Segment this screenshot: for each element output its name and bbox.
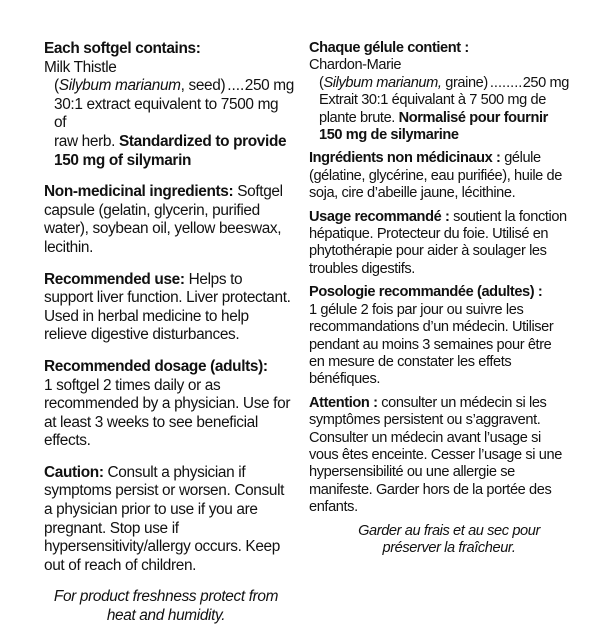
ingredient-amount: 250 mg	[244, 77, 294, 95]
storage-line1: For product freshness protect from	[53, 588, 279, 606]
extract-text-line1: 30:1 extract equivalent to 7500 mg of	[54, 95, 279, 132]
storage-line1-fr: Garder au frais et au sec pour	[358, 522, 540, 539]
standardized-text-line1: Standardized to provide	[118, 132, 287, 150]
extract-text-line2-fr: plante brute.	[319, 109, 395, 126]
ingredient-source: (Silybum marianum, seed)	[54, 77, 226, 95]
recommended-use-text: Helps to support liver function. Liver protectant. Used in herbal medicine to help relieve digestive disturbances.	[44, 270, 291, 344]
ingredient-amount-row	[54, 77, 294, 96]
nonmedicinal-text: Softgel capsule (gelatin, glycerin, purified water), soybean oil, yellow beeswax, lecithin.	[44, 183, 283, 256]
dosage-heading: Recommended dosage (adults):	[44, 357, 268, 375]
recommended-use-text-fr: soutient la fonction hépatique. Protecteur du foie. Utilisé en phytothérapie pour aider à soulager les troubles digestifs.	[309, 208, 567, 277]
storage-note-fr	[309, 523, 569, 558]
ingredient-amount-fr: 250 mg	[522, 74, 569, 91]
ingredient-name: Milk Thistle	[44, 58, 117, 76]
contents-heading: Each softgel contains:	[44, 40, 201, 57]
ingredient-amount-row-fr	[319, 75, 569, 92]
french-column	[309, 40, 569, 557]
dosage-text-fr: 1 gélule 2 fois par jour ou suivre les recommandations d’un médecin. Utiliser pendant au moins 3 semaines pour être en mesure de constater les effets bénéfiques.	[309, 301, 554, 388]
recommended-use-section-fr	[309, 209, 569, 279]
nonmedicinal-section	[44, 183, 294, 257]
dosage-section	[44, 358, 294, 451]
caution-section-fr	[309, 395, 569, 517]
latin-name-fr: Silybum marianum,	[323, 74, 442, 91]
ingredient-source-fr: (Silybum marianum, graine)	[319, 74, 488, 91]
recommended-use-section	[44, 271, 294, 345]
nonmedicinal-section-fr	[309, 150, 569, 202]
caution-section	[44, 464, 294, 576]
nonmedicinal-heading: Non-medicinal ingredients:	[44, 183, 234, 201]
recommended-use-heading-fr: Usage recommandé :	[309, 208, 450, 225]
ingredient-detail-fr	[309, 75, 569, 145]
contents-section	[44, 40, 294, 170]
standardized-text-line1-fr: Normalisé pour fournir	[398, 109, 548, 126]
nonmedicinal-heading-fr: Ingrédients non médicinaux :	[309, 150, 501, 167]
contents-section-fr	[309, 40, 569, 144]
caution-heading-fr: Attention :	[309, 394, 378, 411]
ingredient-detail	[44, 77, 294, 170]
dosage-section-fr	[309, 284, 569, 388]
caution-text-fr: consulter un médecin si les symptômes persistent ou s’aggravent. Consulter un médecin avant l’usage si vous êtes enceinte. Cesser l’usage si une hypersensibilité ou une allergie se manifeste. Garder hors de la portée des enfants.	[309, 394, 562, 516]
standardized-text-line2: 150 mg of silymarin	[54, 151, 192, 169]
storage-line2: heat and humidity.	[106, 607, 226, 625]
extract-text-line1-fr: Extrait 30:1 équivalant à 7 500 mg de	[319, 92, 546, 109]
extract-text-line2: raw herb.	[54, 132, 116, 150]
nonmedicinal-text-fr: gélule (gélatine, glycérine, eau purifiée), huile de soja, cire d’abeille jaune, lécithine.	[309, 150, 562, 202]
ingredient-name-fr: Chardon-Marie	[309, 57, 402, 74]
storage-line2-fr: préserver la fraîcheur.	[382, 539, 516, 556]
english-column	[44, 40, 294, 626]
recommended-use-heading: Recommended use:	[44, 270, 185, 288]
standardized-text-line2-fr: 150 mg de silymarine	[319, 127, 459, 144]
leader-dots	[227, 77, 243, 96]
dosage-text: 1 softgel 2 times daily or as recommended by a physician. Use for at least 3 weeks to see beneficial effects.	[44, 376, 291, 450]
contents-heading-fr: Chaque gélule contient :	[309, 40, 469, 56]
caution-heading: Caution:	[44, 463, 104, 481]
caution-text: Consult a physician if symptoms persist or worsen. Consult a physician prior to use if you are pregnant. Stop use if hypersensitivity/allergy occurs. Keep out of reach of children.	[44, 463, 285, 574]
latin-name: Silybum marianum	[58, 77, 181, 95]
storage-note	[44, 588, 294, 625]
dosage-heading-fr: Posologie recommandée (adultes) :	[309, 284, 543, 301]
leader-dots-fr	[490, 75, 521, 92]
